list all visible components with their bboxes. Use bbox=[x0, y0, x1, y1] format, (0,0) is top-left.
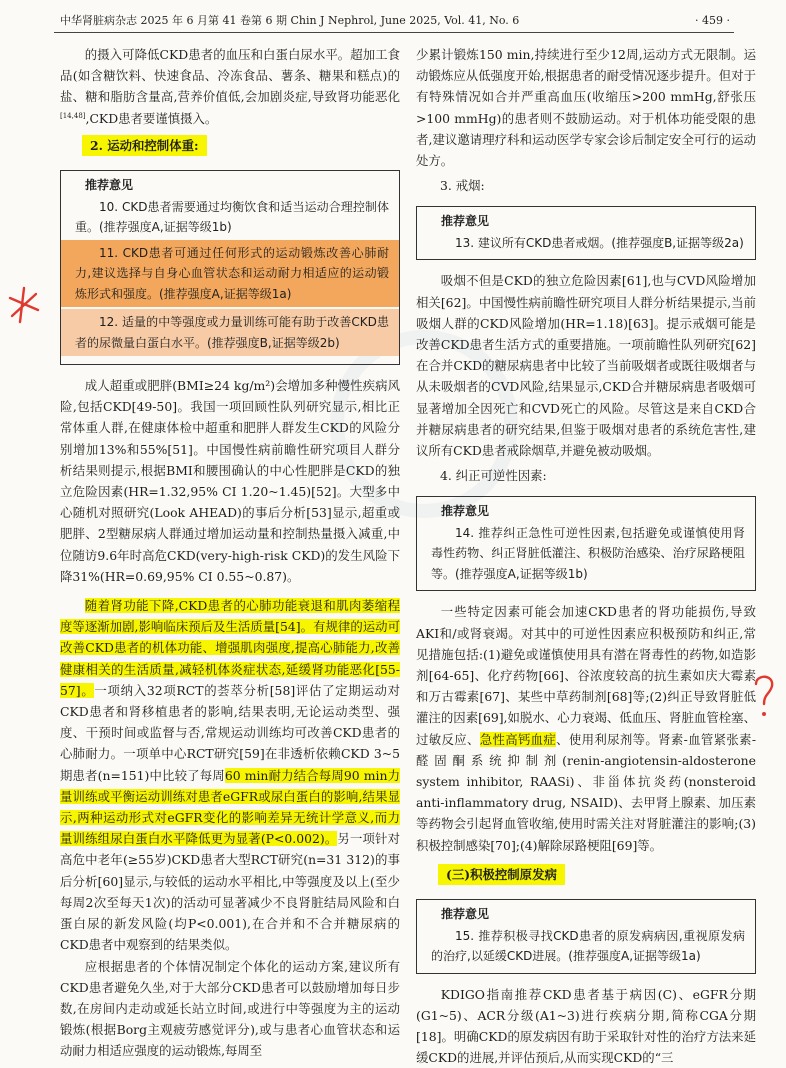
running-header bbox=[54, 10, 734, 33]
paragraph-smoking: 吸烟不但是CKD的独立危险因素[61],也与CVD风险增加相关[62]。中国慢性病前瞻性研究项目人群分析结果提示,当前吸烟人群的CKD风险增加(HR=1.18)[63]。提示戒烟可能是改善CKD患者生活方式的重要措施。一项前瞻性队列研究[62]在合并CKD的糖尿病患者中比较了当前吸烟者或既往吸烟者与从未吸烟者的CVD风险,结果显示,CKD合并糖尿病患者吸烟可显著增加全因死亡和CVD死亡的风险。尽管这是来自CKD合并糖尿病患者的研究结果,但鉴于吸烟对患者的系统危害性,建议所有CKD患者戒除烟草,并避免被动吸烟。 bbox=[416, 273, 756, 459]
left-column bbox=[60, 44, 400, 1062]
recommendation-title: 推荐意见 bbox=[85, 178, 134, 193]
recommendation-14: 14. 推荐纠正急性可逆性因素,包括避免或谨慎使用肾毒性药物、纠正肾脏低灌注、积极防治感染、治疗尿路梗阻等。(推荐强度A,证据等级1b) bbox=[431, 525, 745, 581]
section-heading-smoking: 3. 戒烟: bbox=[440, 178, 485, 194]
paragraph-exercise-plan: 应根据患者的个体情况制定个体化的运动方案,建议所有CKD患者避免久坐,对于大部分CKD患者可以鼓励增加每日步数,在房间内走动或延长站立时间,或进行中等强度为主的运动锻炼(根据Borg主观疲劳感觉评分),或与患者心血管状态和运动耐力相适应强度的运动锻炼,每周至 bbox=[60, 958, 400, 1059]
highlight-hypercalcemia: 急性高钙血症 bbox=[479, 731, 557, 747]
recommendation-title: 推荐意见 bbox=[441, 214, 490, 229]
section-heading-reversible: 4. 纠正可逆性因素: bbox=[440, 468, 547, 484]
recommendation-15: 15. 推荐积极寻找CKD患者的原发病病因,重视原发病的治疗,以延缓CKD进展。(推荐强度A,证据等级1a) bbox=[431, 928, 745, 964]
recommendation-10: 10. CKD患者需要通过均衡饮食和适当运动合理控制体重。(推荐强度A,证据等级1b) bbox=[75, 199, 389, 235]
paragraph-exercise-evidence: 随着肾功能下降,CKD患者的心肺功能衰退和肌肉萎缩程度等逐渐加剧,影响临床预后及生活质量[54]。有规律的运动可改善CKD患者的机体功能、增强肌肉强度,提高心肺能力,改善健康相关的生活质量,减轻机体炎症状态,延缓肾功能恶化[55-57]。一项纳入32项RCT的荟萃分析[58]评估了定期运动对CKD患者和肾移植患者的影响,结果表明,无论运动类型、强度、干预时间或监督与否,常规运动训练均可改善CKD患者的心肺耐力。一项单中心RCT研究[59]在非透析依赖CKD 3~5期患者(n=151)中比较了每周60 min耐力结合每周90 min力量训练或平衡运动训练对患者eGFR或尿白蛋白的影响,结果显示,两种运动形式对eGFR变化的影响差异无统计学意义,而力量训练组尿白蛋白水平降低更为显著(P<0.002)。另一项针对高危中老年(≥55岁)CKD患者大型RCT研究(n=31 312)的事后分析[60]显示,与较低的运动水平相比,中等强度及以上(至少每周2次至每天1次)的活动可显著减少不良肾脏结局风险和白蛋白尿的新发风险(均P<0.001),在合并和不合并糖尿病的CKD患者中观察到的结果类似。 bbox=[60, 598, 401, 953]
paragraph-reversible-factors: 一些特定因素可能会加速CKD患者的肾功能损伤,导致AKI和/或肾衰竭。对其中的可逆性因素应积极预防和纠正,常见措施包括:(1)避免或谨慎使用具有潜在肾毒性的药物,如造影剂[64-65]、化疗药物[66]、谷浓度较高的抗生素如庆大霉素和万古霉素[67]、某些中草药制剂[68]等;(2)纠正导致肾脏低灌注的因素[69],如脱水、心力衰竭、低血压、肾脏血管栓塞、过敏反应、急性高钙血症、使用利尿剂等。肾素-血管紧张素-醛固酮系统抑制剂(renin-angiotensin-aldosterone system inhibitor, RAASi)、非甾体抗炎药(nonsteroid anti-inflammatory drug, NSAID)、去甲肾上腺素、加压素等药物会引起肾血管收缩,使用时需关注对肾脏灌注的影响;(3)积极控制感染[70];(4)解除尿路梗阻[69]等。 bbox=[416, 604, 757, 853]
section-heading-exercise: 2. 运动和控制体重: bbox=[82, 135, 207, 156]
paragraph-exercise-plan-cont: 少累计锻炼150 min,持续进行至少12周,运动方式无限制。运动锻炼应从低强度开始,根据患者的耐受情况逐步提升。但对于有特殊情况如合并严重高血压(收缩压>200 mmHg,舒张压>100 mmHg)的患者则不鼓励运动。对于机体功能受限的患者,建议邀请理疗科和运动医学专家会诊后制定安全可行的运动处方。 bbox=[416, 47, 756, 169]
journal-citation: 中华肾脏病杂志 2025 年 6 月第 41 卷第 6 期 Chin J Nephrol, June 2025, Vol. 41, No. 6 bbox=[60, 14, 520, 27]
section-heading-primary-disease: (三)积极控制原发病 bbox=[438, 864, 565, 885]
handwritten-question-mark bbox=[750, 672, 778, 722]
right-column bbox=[416, 44, 756, 1068]
recommendation-title: 推荐意见 bbox=[441, 504, 490, 519]
recommendation-box-primary-disease bbox=[416, 899, 756, 974]
recommendation-box-reversible bbox=[416, 496, 756, 591]
handwritten-star-mark bbox=[6, 286, 42, 326]
recommendation-title: 推荐意见 bbox=[441, 907, 490, 922]
recommendation-box-exercise bbox=[60, 170, 400, 365]
paragraph-kdigo: KDIGO指南推荐CKD患者基于病因(C)、eGFR分期(G1~5)、ACR分级(A1~3)进行疾病分期,简称CGA分期[18]。明确CKD的原发病因有助于采取针对性的治疗方法来延缓CKD的进展,并评估预后,从而实现CKD的“三 bbox=[416, 986, 756, 1066]
recommendation-12: 12. 适量的中等强度或力量训练可能有助于改善CKD患者的尿微量白蛋白水平。(推荐强度B,证据等级2b) bbox=[61, 309, 399, 356]
recommendation-13: 13. 建议所有CKD患者戒烟。(推荐强度B,证据等级2a) bbox=[455, 235, 744, 250]
recommendation-box-smoking bbox=[416, 206, 756, 260]
page-number: · 459 · bbox=[695, 14, 730, 27]
recommendation-11: 11. CKD患者可通过任何形式的运动锻炼改善心肺耐力,建议选择与自身心血管状态和运动耐力相适应的运动锻炼形式和强度。(推荐强度A,证据等级1a) bbox=[61, 240, 399, 308]
paragraph-diet-end: 的摄入可降低CKD患者的血压和白蛋白尿水平。超加工食品(如含糖饮料、快速食品、冷冻食品、薯条、糖果和糕点)的盐、糖和脂肪含量高,营养价值低,会加剧炎症,导致肾功能恶化[14,48],CKD患者要谨慎摄入。 bbox=[60, 47, 400, 126]
paragraph-obesity: 成人超重或肥胖(BMI≥24 kg/m²)会增加多种慢性疾病风险,包括CKD[49-50]。我国一项回顾性队列研究显示,相比正常体重人群,在健康体检中超重和肥胖人群发生CKD的风险分别增加13%和55%[51]。中国慢性病前瞻性研究项目人群分析结果则提示,根据BMI和腰围确认的中心性肥胖是CKD的独立危险因素(HR=1.32,95% CI 1.20~1.45)[52]。大型多中心随机对照研究(Look AHEAD)的事后分析[53]显示,超重或肥胖、2型糖尿病人群通过增加运动量和控制热量摄入减重,中位随访9.6年时高危CKD(very-high-risk CKD)的发生风险下降31%(HR=0.69,95% CI 0.55~0.87)。 bbox=[60, 378, 400, 584]
